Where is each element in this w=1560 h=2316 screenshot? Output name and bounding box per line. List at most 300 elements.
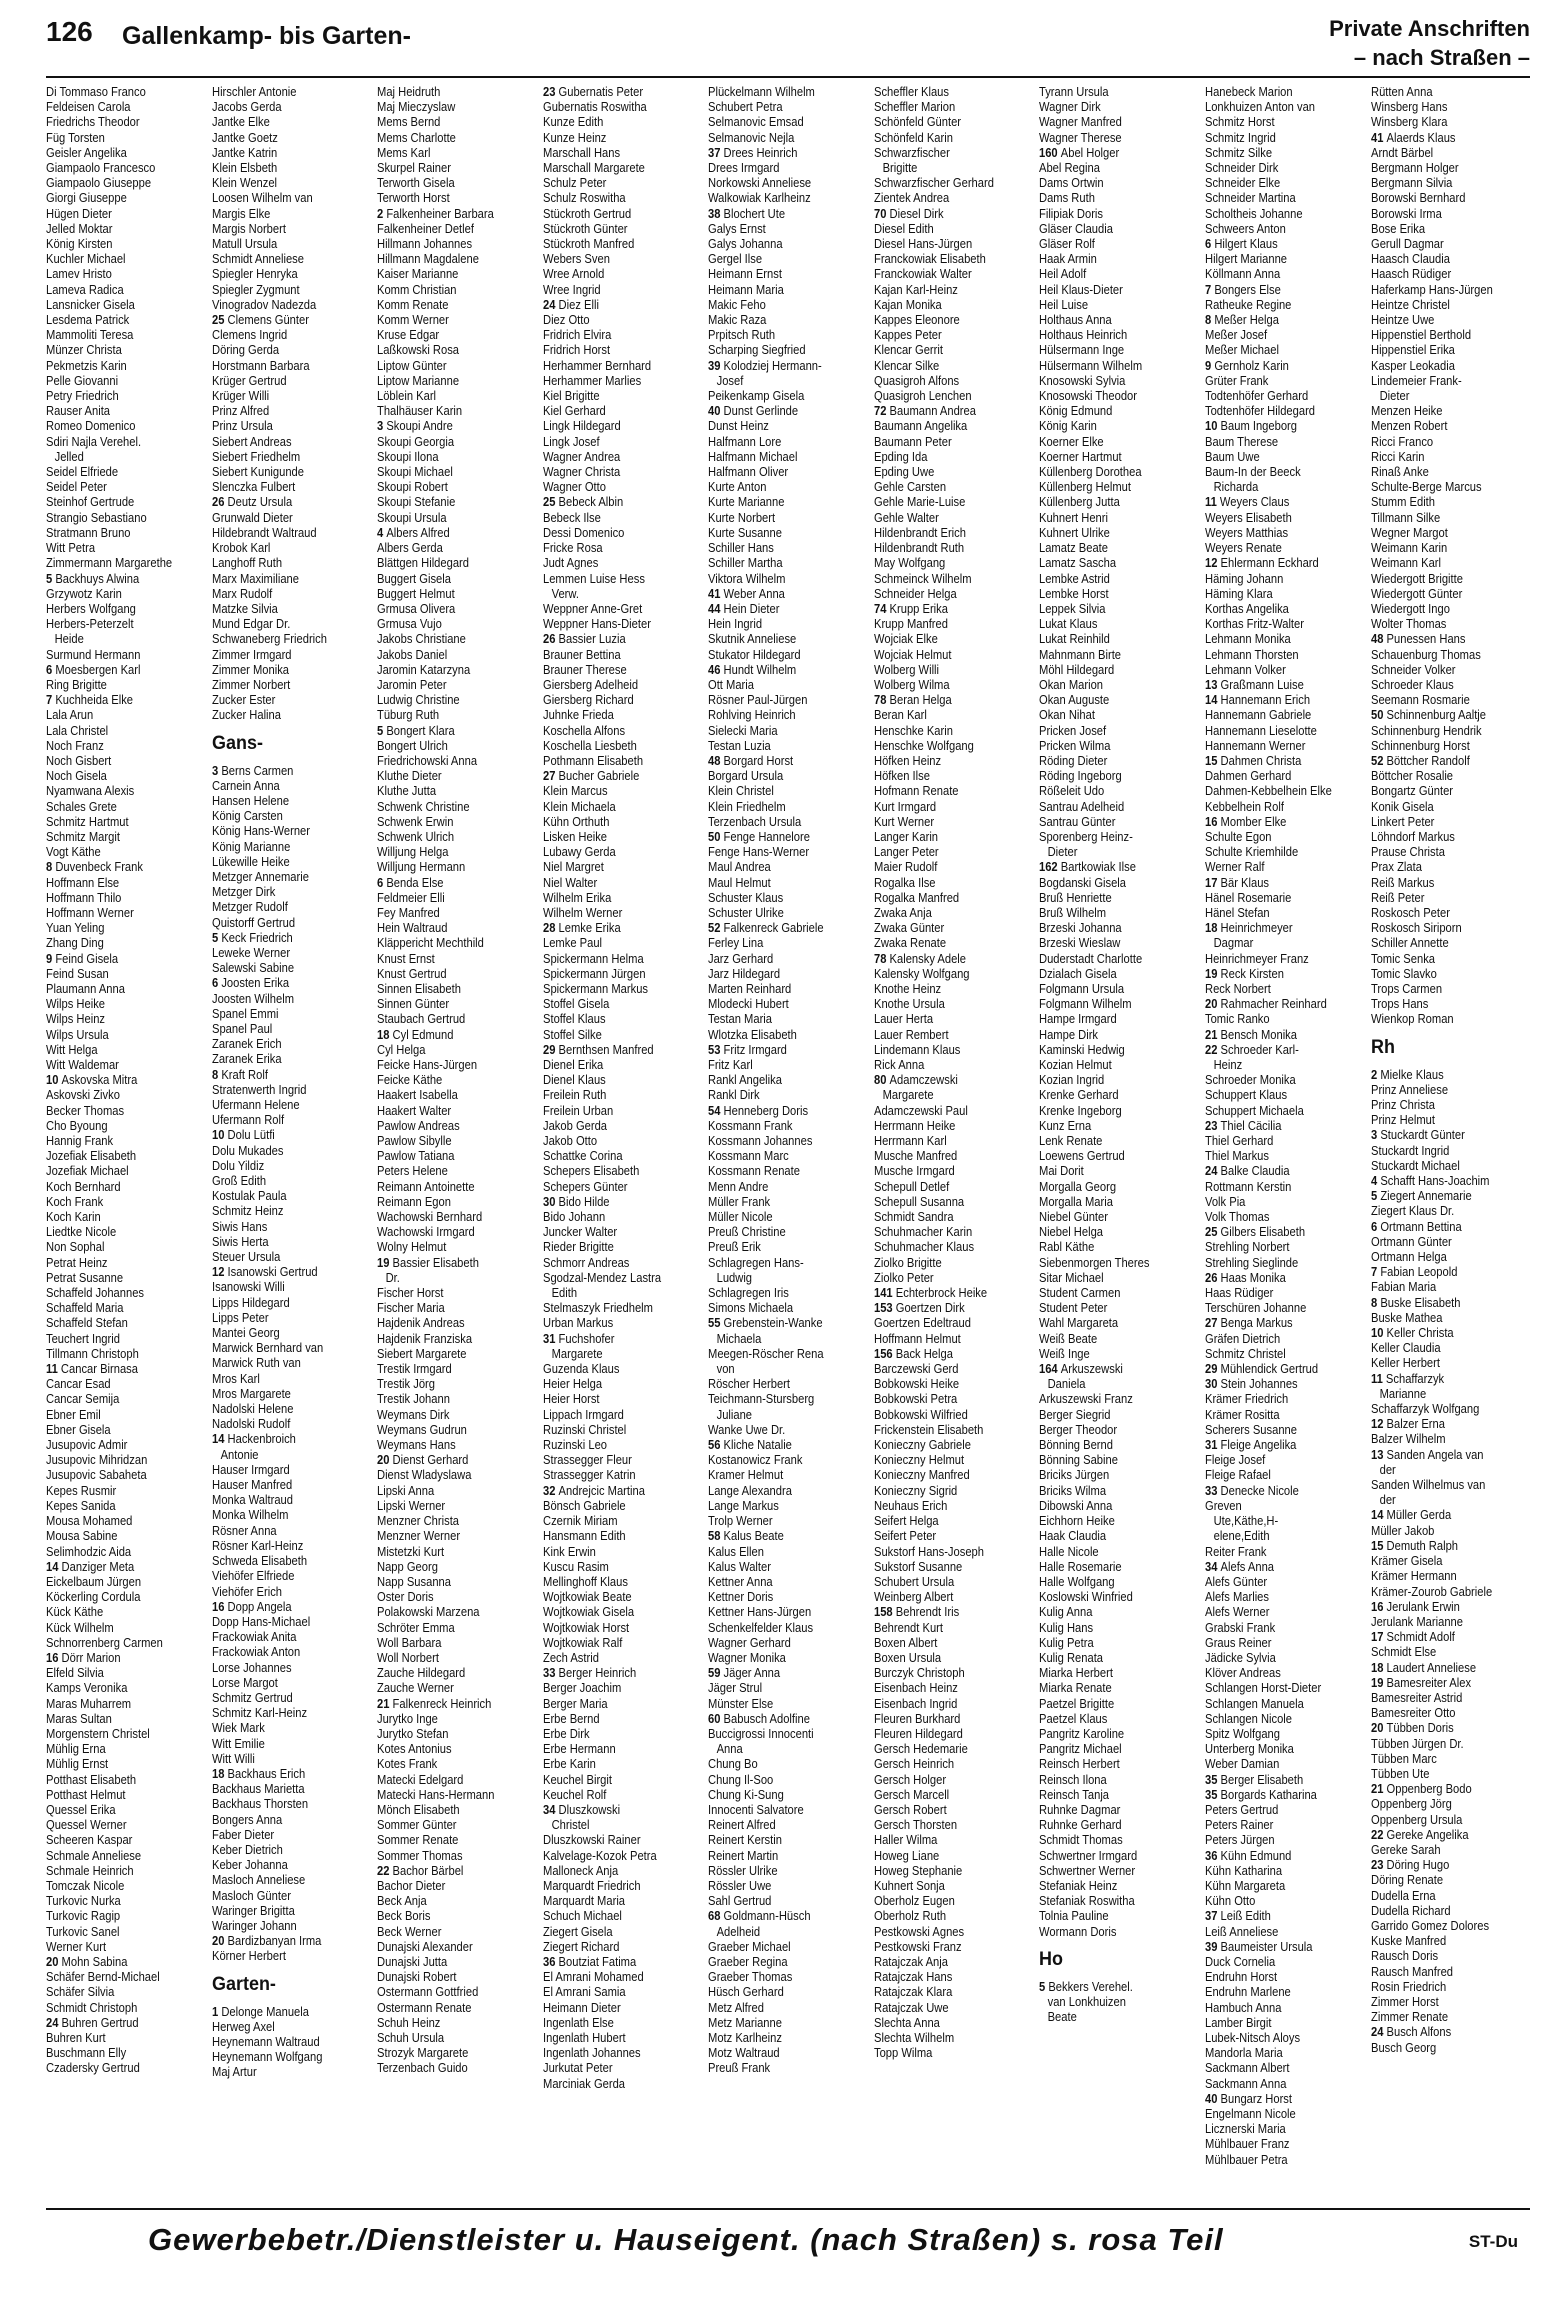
listing-entry: Mühlig Ernst [46, 1756, 109, 1772]
listing-entry: Sackmann Albert [1204, 2060, 1290, 2076]
listing-entry: Seifert Peter [873, 1528, 936, 1544]
resident-name: Moesbergen Karl [55, 661, 141, 677]
listing-entry: Konieczny Helmut [873, 1452, 964, 1468]
listing-entry: Eisenbach Ingrid [873, 1695, 958, 1711]
resident-name: Benda Else [386, 874, 444, 890]
listing-entry: Stückroth Günter [542, 220, 628, 236]
listing-entry: Witt Petra [46, 540, 96, 556]
listing-entry: Petrat Susanne [46, 1269, 124, 1285]
listing-entry: Möhl Hildegard [1039, 661, 1115, 677]
listing-entry: Leppek Silvia [1039, 600, 1106, 616]
listing-entry: Diesel Edith [873, 220, 934, 236]
listing-entry: Lehmann Volker [1204, 661, 1286, 677]
listing-entry: Ratheuke Regine [1204, 296, 1292, 312]
listing-entry: Peters Gertrud [1204, 1801, 1279, 1817]
resident-name: Dörr Marion [61, 1649, 121, 1665]
listing-entry [708, 206, 850, 221]
listing-entry: Rütten Anna [1370, 84, 1433, 99]
listing-entry: Niebel Günter [1039, 1209, 1109, 1225]
house-number: 26 [211, 494, 228, 510]
header-category-line1: Private Anschriften [1329, 16, 1530, 41]
listing-entry: Kulig Renata [1039, 1649, 1104, 1665]
listing-entry: Kuske Manfred [1370, 1933, 1446, 1949]
listing-entry: Wachowski Bernhard [377, 1209, 483, 1225]
listing-entry: Schepull Detlef [873, 1178, 950, 1194]
house-number: 16 [1370, 1598, 1387, 1614]
listing-entry: Spiegler Henryka [211, 266, 298, 282]
listing-entry: Seemann Rosmarie [1370, 692, 1470, 708]
listing-entry: Buske Mathea [1370, 1309, 1442, 1325]
listing-entry: Ring Brigitte [46, 676, 107, 692]
listing-entry: Turkovic Ragip [46, 1908, 121, 1924]
resident-name: Duvenbeck Frank [55, 859, 143, 875]
house-number: 10 [211, 1127, 228, 1143]
listing-entry: Wegner Margot [1370, 524, 1448, 540]
listing-entry: Bongert Ulrich [377, 737, 448, 753]
listing-entry: Skoupi Ursula [377, 509, 447, 525]
listing-entry: Lamatz Beate [1039, 540, 1109, 556]
listing-entry: Jakob Otto [542, 1133, 597, 1149]
house-number: 3 [211, 762, 221, 778]
listing-entry: Halfmann Lore [708, 433, 782, 449]
listing-entry: Dolu Yildiz [211, 1157, 264, 1173]
listing-entry: Kunz Erna [1039, 1117, 1092, 1133]
listing-entry: Fischer Maria [377, 1300, 445, 1316]
listing-entry: Tomic Slavko [1370, 965, 1437, 981]
listing-entry: Lauer Herta [873, 1011, 933, 1027]
resident-name: Cancar Birnasa [60, 1361, 138, 1377]
listing-entry: Stukator Hildegard [708, 646, 801, 662]
listing-entry: Knothe Heinz [873, 980, 941, 996]
listing-entry: Krobok Karl [211, 540, 270, 556]
house-number: 17 [1204, 874, 1221, 890]
house-number: 19 [1370, 1674, 1387, 1690]
listing-entry: Wojtkowiak Beate [542, 1589, 632, 1605]
listing-entry: Filipiak Doris [1039, 205, 1104, 221]
listing-entry: Hein Ingrid [708, 616, 763, 632]
listing-entry: Berger Maria [542, 1695, 608, 1711]
listing-entry: Rösner Anna [211, 1522, 277, 1538]
listing-entry [874, 403, 1016, 418]
listing-entry: Korthas Angelika [1204, 600, 1289, 616]
header-rule [46, 76, 1530, 78]
listing-entry: Josef [716, 372, 744, 388]
house-number: 30 [542, 1193, 559, 1209]
listing-entry: Konieczny Gabriele [873, 1437, 971, 1453]
listing-entry: Wagner Therese [1039, 129, 1123, 145]
listing-entry: Zucker Ester [211, 692, 275, 708]
listing-entry: Ricci Karin [1370, 448, 1424, 464]
house-number: 12 [1370, 1416, 1387, 1432]
listing-entry: Dieter [1379, 388, 1409, 404]
listing-entry [708, 1042, 850, 1057]
listing-entry: Schaffeld Maria [46, 1300, 124, 1316]
listing-entry: Potthast Elisabeth [46, 1771, 137, 1787]
listing-entry: Lükewille Heike [211, 853, 290, 869]
listing-entry: Kettner Hans-Jürgen [708, 1604, 812, 1620]
house-number: 2 [1370, 1066, 1380, 1082]
listing-entry: Lorse Margot [211, 1674, 278, 1690]
listing-entry: Bongartz Günter [1370, 783, 1453, 799]
listing-entry: Reinsch Ilona [1039, 1771, 1108, 1787]
house-number: 12 [1204, 555, 1221, 571]
listing-entry: Gereke Sarah [1370, 1841, 1441, 1857]
listing-entry: König Marianne [211, 838, 290, 854]
listing-entry: Woll Norbert [377, 1649, 440, 1665]
listing-entry: Norkowski Anneliese [708, 175, 812, 191]
listing-entry: Galys Ernst [708, 220, 767, 236]
listing-entry: Teuchert Ingrid [46, 1330, 120, 1346]
listing-entry: Heil Adolf [1039, 266, 1087, 282]
listing-entry: Metzger Rudolf [211, 899, 288, 915]
listing-entry: Kurte Susanne [708, 524, 783, 540]
listing-entry: Beate [1047, 2009, 1078, 2025]
listing-entry: Friedrichowski Anna [377, 752, 478, 768]
listing-entry: Ricci Franco [1370, 433, 1433, 449]
listing-entry: Kluthe Dieter [377, 768, 442, 784]
listing-entry: Sommer Renate [377, 1832, 459, 1848]
listing-entry: Haak Claudia [1039, 1528, 1107, 1544]
listing-entry: Verw. [551, 585, 579, 601]
listing-entry: Quasigroh Lenchen [873, 388, 972, 404]
listing-entry: Musche Manfred [873, 1148, 958, 1164]
resident-name: Gubernatis Peter [558, 84, 643, 99]
house-number: 48 [708, 752, 724, 768]
listing-entry: Stückroth Manfred [542, 236, 635, 252]
listing-entry: Staubach Gertrud [377, 1011, 466, 1027]
listing-entry: Viehöfer Erich [211, 1583, 282, 1599]
listing-entry: König Hans-Werner [211, 823, 310, 839]
listing-entry [708, 1315, 850, 1330]
resident-name: Ziegert Annemarie [1379, 1188, 1472, 1204]
listing-entry: Klein Wenzel [211, 175, 277, 191]
listing-entry: Kück Wilhelm [46, 1619, 114, 1635]
resident-name: Backhaus Erich [227, 1765, 305, 1781]
listing-entry: Hannemann Gabriele [1204, 707, 1312, 723]
house-number: 4 [377, 524, 387, 540]
listing-entry: Selmanovic Nejla [708, 129, 795, 145]
house-number: 162 [1039, 859, 1062, 875]
listing-entry: Faber Dieter [211, 1826, 274, 1842]
listing-entry: Wanke Uwe Dr. [708, 1421, 786, 1437]
listing-entry [1205, 1376, 1347, 1391]
listing-entry: Howeg Liane [873, 1847, 940, 1863]
listing-entry: Müller Jakob [1370, 1522, 1434, 1538]
listing-entry: Roskosch Peter [1370, 904, 1450, 920]
listing-entry: Bachor Dieter [377, 1877, 446, 1893]
listing-entry: Fenge Hans-Werner [708, 844, 810, 860]
listing-entry: Kettner Anna [708, 1573, 773, 1589]
listing-entry: Mistetzki Kurt [377, 1543, 445, 1559]
resident-name: Müller Gerda [1386, 1507, 1451, 1523]
listing-entry: Schmidt Anneliese [211, 251, 304, 267]
listing-entry: Münster Else [708, 1695, 774, 1711]
listing-entry: Romeo Domenico [46, 418, 136, 434]
listing-entry: der [1379, 1461, 1396, 1477]
listing-entry: Rogalka Manfred [873, 889, 959, 905]
listing-column-9 [1371, 84, 1513, 2194]
listing-entry: Dopp Hans-Michael [211, 1613, 310, 1629]
listing-entry: Koch Bernhard [46, 1178, 121, 1194]
listing-entry: Metz Marianne [708, 2014, 783, 2030]
listing-entry [1371, 1173, 1513, 1188]
listing-entry [874, 1300, 1016, 1315]
listing-entry [874, 601, 1016, 616]
listing-entry: Ebner Gisela [46, 1421, 111, 1437]
listing-entry: Bamesreiter Otto [1370, 1705, 1456, 1721]
listing-entry: Schuppert Klaus [1204, 1087, 1287, 1103]
listing-entry [543, 494, 685, 509]
listing-entry: Schwenk Ulrich [377, 828, 455, 844]
listing-entry [708, 1103, 850, 1118]
listing-entry: Juncker Walter [542, 1224, 617, 1240]
listing-entry: Matecki Edelgard [377, 1771, 464, 1787]
listing-entry: Oppenberg Jörg [1370, 1796, 1452, 1812]
street-heading: Gans- [211, 732, 263, 754]
listing-entry: Miarka Herbert [1039, 1665, 1114, 1681]
listing-entry: Maj Heidruth [377, 84, 441, 99]
listing-entry: Heimann Dieter [542, 1999, 621, 2015]
listing-entry: Okan Marion [1039, 676, 1104, 692]
listing-entry: Marquardt Maria [542, 1893, 625, 1909]
listing-entry: Mousa Mohamed [46, 1513, 133, 1529]
listing-entry: Mros Margarete [211, 1385, 291, 1401]
listing-entry: Gubernatis Roswitha [542, 99, 647, 115]
listing-entry: Lenk Renate [1039, 1133, 1103, 1149]
resident-name: Stuckardt Günter [1379, 1127, 1465, 1143]
listing-entry: Lipps Peter [211, 1309, 269, 1325]
listing-entry [377, 418, 519, 433]
listing-entry: Schneider Volker [1370, 661, 1456, 677]
listing-entry: Marwick Ruth van [211, 1355, 301, 1371]
house-number: 8 [1370, 1294, 1380, 1310]
resident-name: Skoupi Andre [386, 418, 453, 434]
listing-entry: Schwarzfischer [873, 144, 950, 160]
listing-entry: Maul Helmut [708, 874, 772, 890]
listing-entry: Plückelmann Wilhelm [708, 84, 816, 99]
resident-name: Hannemann Erich [1220, 692, 1310, 708]
listing-entry: Jusupovic Admir [46, 1437, 128, 1453]
listing-entry: Gersch Robert [873, 1801, 947, 1817]
listing-entry: Liptow Marianne [377, 372, 460, 388]
house-number: 12 [211, 1264, 228, 1280]
listing-entry: Weymans Dirk [377, 1406, 450, 1422]
listing-entry [1205, 920, 1347, 935]
listing-entry: Marianne [1379, 1385, 1426, 1401]
listing-entry: Kulig Hans [1039, 1619, 1094, 1635]
house-number: 25 [542, 494, 559, 510]
listing-entry: Ruhnke Gerhard [1039, 1817, 1123, 1833]
listing-entry: Höfken Heinz [873, 752, 941, 768]
listing-entry: Schulz Roswitha [542, 190, 626, 206]
listing-entry: Siebert Kunigunde [211, 464, 304, 480]
house-number: 53 [708, 1041, 724, 1057]
listing-entry: May Wolfgang [873, 555, 946, 571]
listing-entry: Schepull Susanna [873, 1193, 964, 1209]
listing-entry: Steuer Ursula [211, 1249, 280, 1265]
listing-entry: Ufermann Rolf [211, 1112, 284, 1128]
listing-entry [1371, 1599, 1513, 1614]
listing-entry: Miarka Renate [1039, 1680, 1113, 1696]
listing-entry: Lipski Werner [377, 1497, 446, 1513]
listing-entry: Halle Rosemarie [1039, 1558, 1123, 1574]
listing-entry: Pangritz Michael [1039, 1741, 1123, 1757]
listing-entry: Noch Gisela [46, 768, 107, 784]
listing-entry: Licznerski Maria [1204, 2121, 1286, 2137]
listing-entry [1205, 312, 1347, 327]
listing-entry: Schmitz Heinz [211, 1203, 284, 1219]
listing-entry: Freilein Urban [542, 1102, 613, 1118]
resident-name: Stein Johannes [1220, 1376, 1298, 1392]
listing-entry: Jantke Goetz [211, 129, 278, 145]
listing-entry: Weppner Anne-Gret [542, 600, 642, 616]
listing-entry: Garrido Gomez Dolores [1370, 1917, 1489, 1933]
house-number: 20 [1370, 1720, 1387, 1736]
listing-entry: Selmanovic Emsad [708, 114, 804, 130]
listing-entry: Scheffler Marion [873, 99, 956, 115]
listing-entry: Langer Karin [873, 828, 938, 844]
listing-entry: Stuckardt Ingrid [1370, 1142, 1449, 1158]
listing-entry: Morgalla Georg [1039, 1178, 1117, 1194]
listing-entry: Mühlbauer Petra [1204, 2151, 1288, 2167]
listing-entry [543, 1331, 685, 1346]
listing-entry [1205, 1027, 1347, 1042]
listing-entry: Prinz Christa [1370, 1097, 1435, 1112]
resident-name: Falkenreck Heinrich [392, 1695, 492, 1711]
listing-entry: Spitz Wolfgang [1204, 1725, 1280, 1741]
house-number: 58 [708, 1528, 724, 1544]
listing-entry: Häming Klara [1204, 585, 1273, 601]
listing-entry: Guzenda Klaus [542, 1361, 620, 1377]
listing-entry: Morgenstern Christel [46, 1725, 150, 1741]
listing-entry: Haakert Isabella [377, 1087, 458, 1103]
listing-entry: Lubek-Nitsch Aloys [1204, 2030, 1301, 2045]
listing-entry: Grmusa Vujo [377, 616, 442, 632]
listing-entry: Lipps Hildegard [211, 1294, 290, 1310]
listing-entry [1205, 1939, 1347, 1954]
listing-entry [1039, 1361, 1181, 1376]
listing-entry: Monka Waltraud [211, 1492, 293, 1508]
listing-entry [874, 1346, 1016, 1361]
resident-name: Bido Hilde [558, 1193, 610, 1209]
listing-entry: König Edmund [1039, 403, 1113, 419]
listing-entry: Jakob Gerda [542, 1117, 607, 1133]
listing-entry: Borowski Irma [1370, 205, 1442, 221]
resident-name: Back Helga [895, 1345, 953, 1361]
listing-entry: Henschke Wolfgang [873, 737, 974, 753]
house-number: 54 [708, 1102, 724, 1118]
listing-entry: Zwaka Günter [873, 920, 945, 936]
listing-entry: Dibowski Anna [1039, 1497, 1113, 1513]
listing-entry: Chung Bo [708, 1756, 758, 1772]
house-number: 11 [46, 1361, 61, 1377]
listing-entry: Graus Reiner [1204, 1634, 1272, 1650]
street-heading: Ho [1039, 1948, 1064, 1970]
resident-name: Berger Heinrich [558, 1665, 636, 1681]
listing-entry [1039, 145, 1181, 160]
listing-entry: Viehöfer Elfriede [211, 1568, 295, 1584]
listing-entry [1371, 1127, 1513, 1142]
house-number: 26 [542, 631, 559, 647]
listing-entry: Bose Erika [1370, 220, 1425, 236]
listing-entry: Schmitz Ingrid [1204, 129, 1276, 145]
listing-entry: Schröter Emma [377, 1619, 455, 1635]
listing-entry: Heimann Maria [708, 281, 785, 297]
listing-entry: Klencar Silke [873, 357, 940, 373]
listing-entry: Kurt Irmgard [873, 798, 936, 814]
listing-entry: Sukstorf Hans-Joseph [873, 1543, 984, 1559]
listing-entry: Giorgi Giuseppe [46, 190, 127, 206]
listing-entry: Adelheid [716, 1923, 761, 1939]
house-number: 44 [708, 600, 724, 616]
listing-entry: Feind Susan [46, 965, 109, 981]
listing-entry: Fleige Josef [1204, 1452, 1266, 1468]
listing-entry: Kasper Leokadia [1370, 357, 1455, 373]
listing-entry: Marschall Hans [542, 144, 620, 160]
listing-entry: Schuch Michael [542, 1908, 622, 1924]
house-number: 21 [1204, 1026, 1221, 1042]
resident-name: Goertzen Dirk [895, 1300, 965, 1316]
listing-entry: Marwick Bernhard van [211, 1340, 323, 1356]
listing-entry: Testan Luzia [708, 737, 772, 753]
resident-name: Baum Ingeborg [1220, 418, 1297, 434]
listing-entry: Dessi Domenico [542, 524, 625, 540]
street-heading: Garten- [211, 1973, 276, 1995]
listing-entry: Seidel Elfriede [46, 464, 119, 480]
listing-entry: Gergel Ilse [708, 251, 763, 267]
listing-entry: Dluszkowski Rainer [542, 1832, 641, 1848]
listing-entry: Rausch Manfred [1370, 1963, 1453, 1979]
listing-entry: Bogdanski Gisela [1039, 874, 1127, 890]
listing-entry: Klein Marcus [542, 783, 608, 799]
listing-entry: Friedrichs Theodor [46, 114, 140, 130]
listing-entry: Röding Dieter [1039, 752, 1108, 768]
resident-name: Fabian Leopold [1379, 1264, 1457, 1280]
listing-entry: Kozian Ingrid [1039, 1072, 1105, 1088]
resident-name: Krupp Erika [889, 600, 948, 616]
listing-column-7 [1039, 84, 1181, 2194]
listing-entry: Heil Klaus-Dieter [1039, 281, 1124, 297]
listing-entry [1371, 1857, 1513, 1872]
listing-entry: Hildenbrandt Ruth [873, 540, 964, 556]
listing-entry: Kurte Marianne [708, 494, 785, 510]
listing-entry: Eickelbaum Jürgen [46, 1573, 142, 1589]
listing-entry: Stelmaszyk Friedhelm [542, 1300, 653, 1316]
listing-entry: Marten Reinhard [708, 980, 792, 996]
listing-entry: Epding Ida [873, 448, 928, 464]
house-number: 24 [542, 296, 559, 312]
resident-name: Gilbers Elisabeth [1220, 1224, 1306, 1240]
listing-entry: Döring Renate [1370, 1872, 1443, 1888]
listing-entry: Lembke Horst [1039, 585, 1109, 601]
listing-entry: Michaela [716, 1330, 762, 1346]
listing-entry: Hänel Stefan [1204, 904, 1270, 920]
listing-entry: Herhammer Bernhard [542, 357, 651, 373]
listing-entry: Stückroth Gertrud [542, 205, 631, 221]
resident-name: Dluszkowski [558, 1801, 620, 1817]
listing-entry: Schuster Klaus [708, 889, 784, 905]
listing-entry: Hannig Frank [46, 1133, 114, 1149]
listing-entry: Drees Irmgard [708, 160, 780, 176]
resident-name: Fleige Angelika [1220, 1437, 1297, 1453]
listing-entry: Briciks Jürgen [1039, 1467, 1110, 1483]
listing-entry: Kostulak Paula [211, 1188, 287, 1204]
listing-entry: Schaffarzyk Wolfgang [1370, 1401, 1479, 1417]
listing-entry: Hilgert Marianne [1204, 251, 1287, 267]
listing-entry: Giampaolo Giuseppe [46, 175, 152, 191]
listing-entry: Non Sophal [46, 1239, 105, 1255]
listing-columns [46, 84, 1536, 2194]
